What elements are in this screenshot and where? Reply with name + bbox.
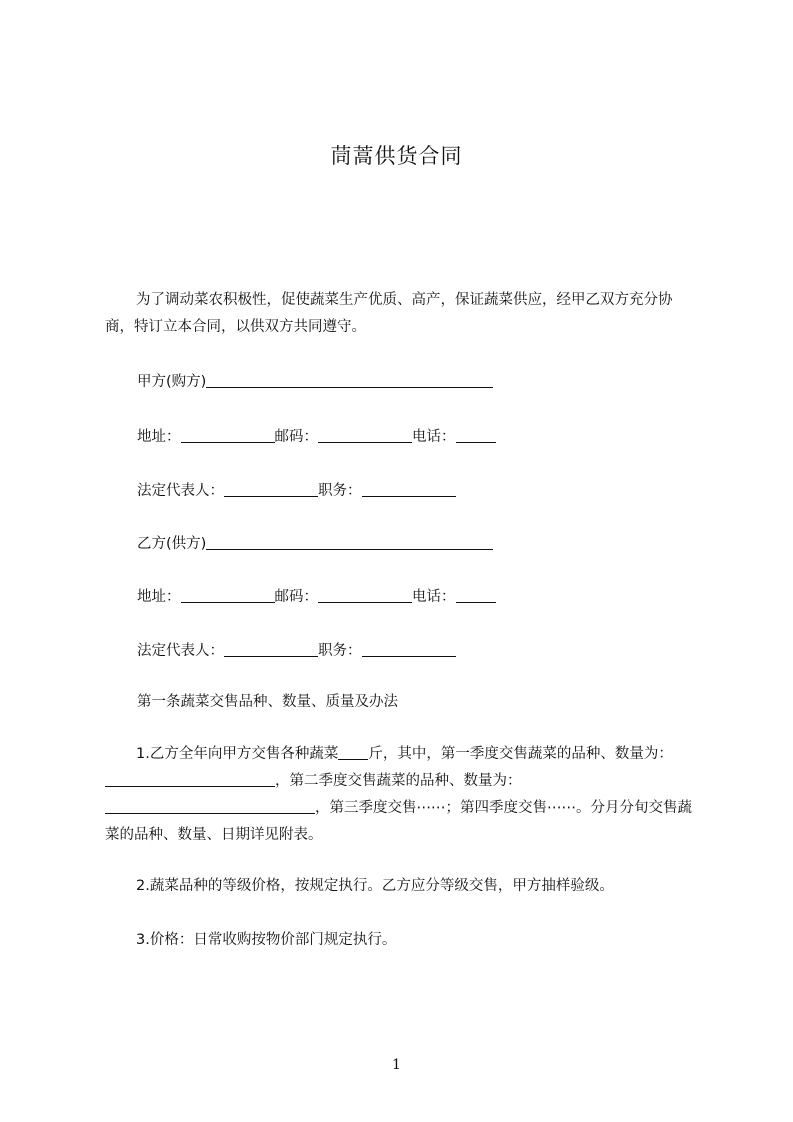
clause-1-part-2: 斤，其中，第一季度交售蔬菜的品种、数量为：	[368, 746, 673, 762]
party-a-address-label: 地址：	[137, 429, 181, 445]
party-b-position-blank[interactable]	[362, 642, 456, 657]
party-a-postcode-label: 邮码：	[274, 429, 318, 445]
party-a-rep-blank[interactable]	[224, 482, 318, 497]
party-b-rep-row	[137, 639, 456, 660]
intro-paragraph: 为了调动菜农积极性，促使蔬菜生产优质、高产，保证蔬菜供应，经甲乙双方充分协商，特订立本合同，以供双方共同遵守。	[105, 292, 673, 335]
party-a-contact-row	[137, 425, 496, 446]
page-number: 1	[392, 1057, 401, 1073]
article-1-heading: 第一条蔬菜交售品种、数量、质量及办法	[137, 694, 398, 710]
party-a-rep-label: 法定代表人：	[137, 483, 224, 499]
party-b-row	[137, 532, 493, 553]
party-b-postcode-label: 邮码：	[274, 589, 318, 605]
party-a-rep-row	[137, 479, 456, 500]
party-a-postcode-blank[interactable]	[318, 428, 412, 443]
clause-1-part-3: ，第二季度交售蔬菜的品种、数量为：	[275, 773, 522, 789]
party-b-contact-row	[137, 585, 496, 606]
document-title: 茼蒿供货合同	[330, 144, 463, 168]
clause-2-paragraph: 2.蔬菜品种的等级价格，按规定执行。乙方应分等级交售，甲方抽样验级。	[136, 878, 614, 894]
clause-1-part-4: ，第三季度交售⋯⋯；第四季度交售⋯⋯。分月分旬交售蔬菜的品种、数量、日期详见附表。	[105, 800, 692, 843]
party-a-phone-label: 电话：	[412, 429, 456, 445]
party-a-position-label: 职务：	[318, 483, 362, 499]
party-b-rep-blank[interactable]	[224, 642, 318, 657]
party-b-postcode-blank[interactable]	[318, 588, 412, 603]
clause-3-paragraph: 3.价格：日常收购按物价部门规定执行。	[136, 932, 397, 948]
party-a-row	[137, 370, 493, 391]
party-a-label: 甲方(购方)	[137, 374, 207, 390]
party-a-position-blank[interactable]	[362, 482, 456, 497]
party-b-label: 乙方(供方)	[137, 536, 207, 552]
clause-1-part-1: 1.乙方全年向甲方交售各种蔬菜	[136, 746, 339, 762]
party-b-name-blank[interactable]	[206, 535, 493, 550]
party-b-rep-label: 法定代表人：	[137, 643, 224, 659]
party-b-phone-blank[interactable]	[456, 588, 496, 603]
party-a-address-blank[interactable]	[181, 428, 275, 443]
q1-quantity-blank[interactable]	[105, 772, 275, 787]
total-quantity-blank[interactable]	[338, 745, 368, 760]
party-b-position-label: 职务：	[318, 643, 362, 659]
clause-1-paragraph	[105, 741, 700, 849]
party-b-address-label: 地址：	[137, 589, 181, 605]
party-a-phone-blank[interactable]	[456, 428, 496, 443]
party-a-name-blank[interactable]	[206, 373, 493, 388]
q2-quantity-blank[interactable]	[105, 799, 315, 814]
party-b-address-blank[interactable]	[181, 588, 275, 603]
party-b-phone-label: 电话：	[412, 589, 456, 605]
